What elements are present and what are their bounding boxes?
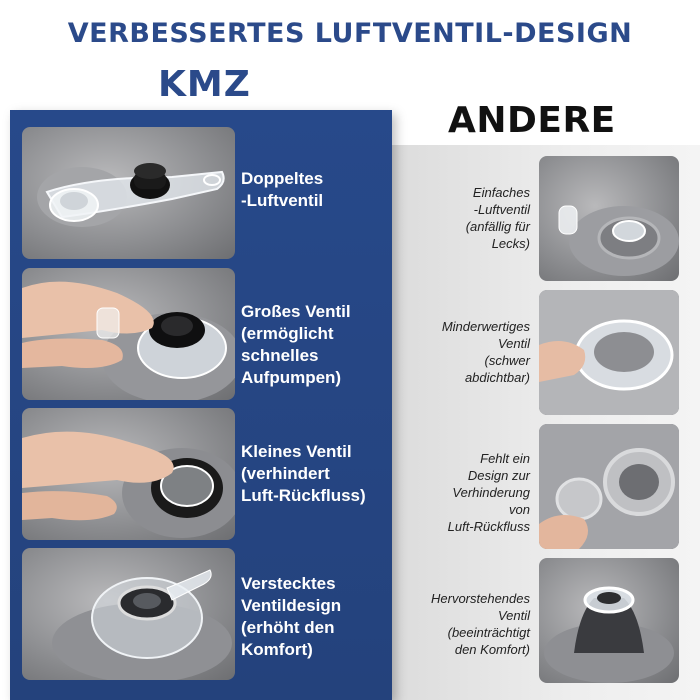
other-label-inferior-valve: Minderwertiges Ventil (schwer abdichtbar) <box>441 319 530 385</box>
other-photo-protruding-valve <box>539 558 679 683</box>
kmz-label-double-valve: Doppeltes -Luftventil <box>241 169 324 210</box>
other-label-protruding-valve: Hervorstehendes Ventil (beeinträchtigt den Komfort) <box>431 591 530 657</box>
other-photo-inferior-valve <box>539 290 679 415</box>
other-title: ANDERE <box>448 100 616 141</box>
no-backflow-icon <box>539 424 679 549</box>
other-photo-no-backflow <box>539 424 679 549</box>
kmz-photo-hidden-valve <box>22 548 235 680</box>
large-valve-icon <box>22 268 235 400</box>
small-valve-icon <box>22 408 235 540</box>
brand-name: KMZ <box>158 64 251 105</box>
other-label-no-backflow: Fehlt ein Design zur Verhinderung von Luft-Rückfluss <box>447 451 530 534</box>
hidden-valve-icon <box>22 548 235 680</box>
kmz-label-small-valve: Kleines Ventil (verhindert Luft-Rückfluss) <box>241 442 366 505</box>
kmz-label-large-valve: Großes Ventil (ermöglicht schnelles Aufpumpen) <box>241 302 351 387</box>
inferior-valve-icon <box>539 290 679 415</box>
double-valve-icon <box>22 127 235 259</box>
simple-valve-icon <box>539 156 679 281</box>
other-label-simple-valve: Einfaches -Luftventil (anfällig für Lecks) <box>465 185 530 251</box>
page-title: VERBESSERTES LUFTVENTIL-DESIGN <box>67 18 633 49</box>
kmz-photo-large-valve <box>22 268 235 400</box>
other-photo-simple-valve <box>539 156 679 281</box>
kmz-label-hidden-valve: Verstecktes Ventildesign (erhöht den Komfort) <box>241 574 342 659</box>
kmz-photo-small-valve <box>22 408 235 540</box>
kmz-photo-double-valve <box>22 127 235 259</box>
protruding-valve-icon <box>539 558 679 683</box>
